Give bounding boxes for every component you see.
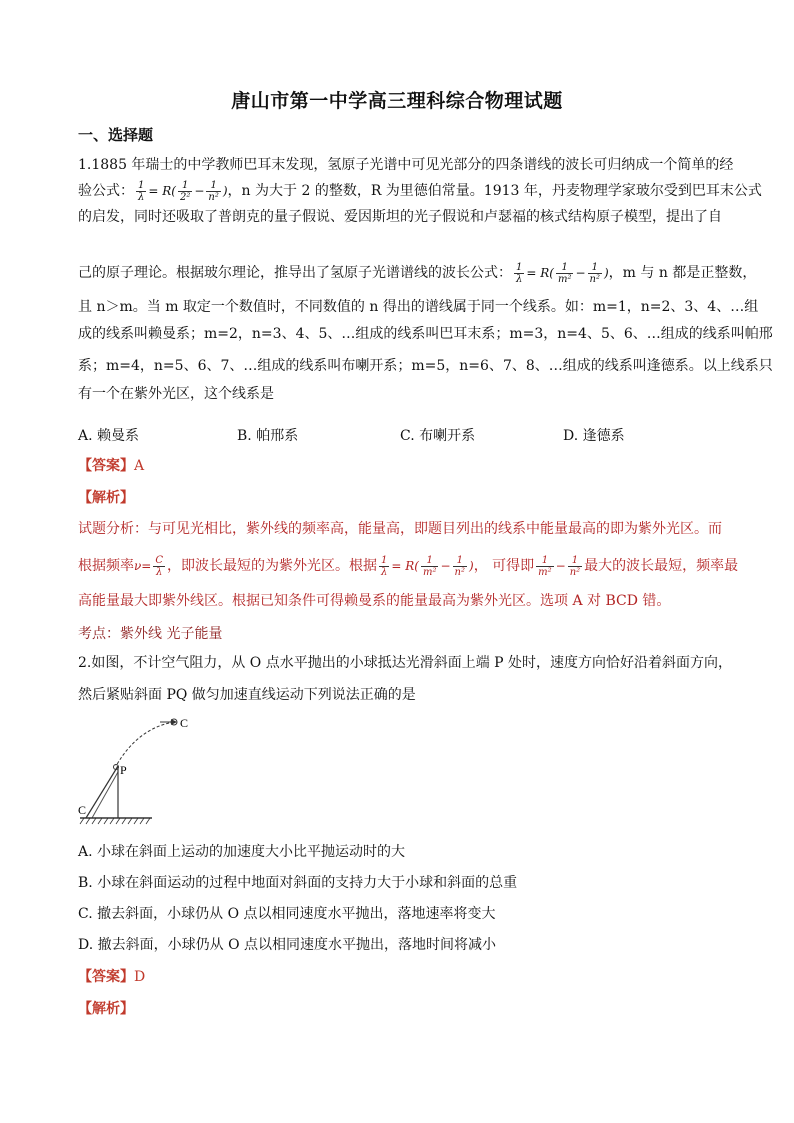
label-o: C	[180, 716, 189, 730]
q2-line-2: 然后紧贴斜面 PQ 做匀加速直线运动下列说法正确的是	[78, 687, 416, 703]
energy-term-formula: $\frac{1}{\text{m²}}$ − $\frac{1}{\text{n²}}$	[538, 555, 581, 578]
q2-answer-value: D	[134, 969, 146, 985]
q2-option-a: A. 小球在斜面上运动的加速度大小比平抛运动时的大	[78, 844, 406, 860]
q1-analysis-line-1: 试题分析：与可见光相比，紫外线的频率高，能量高，即题目列出的线系中能量最高的即为紫外光区。而	[78, 521, 722, 537]
q1-option-c: C. 布喇开系	[400, 428, 476, 444]
q1-line-2	[78, 180, 762, 203]
q1-analysis-2d: 最大的波长最短，频率最	[584, 558, 739, 574]
bohr-formula-2: $\frac{1}{\lambda}$ = R( $\frac{1}{\text{m²}}$ − $\frac{1}{\text{n²}}$ )	[381, 555, 474, 578]
q1-kaodian: 考点：紫外线 光子能量	[78, 626, 223, 642]
q1-analysis-line-3: 高能量最大即紫外线区。根据已知条件可得赖曼系的能量最高为紫外光区。选项 A 对 BCD 错。	[78, 593, 671, 609]
q2-answer	[78, 966, 145, 986]
q1-line-5: 且 n＞m。当 m 取定一个数值时，不同数值的 n 得出的谱线属于同一个线系。如：m=1，n=2、3、4、…组	[78, 299, 759, 315]
q2-option-d: D. 撤去斜面，小球仍从 O 点以相同速度水平抛出，落地时间将减小	[78, 937, 497, 953]
q1-line-3: 的启发，同时还吸取了普朗克的量子假说、爱因斯坦的光子假说和卢瑟福的核式结构原子模型，提出了自	[78, 209, 722, 225]
q1-answer-value: A	[134, 458, 145, 474]
q1-analysis-label: 【解析】	[78, 490, 134, 506]
incline-slope	[86, 766, 118, 818]
q1-option-b: B. 帕邢系	[237, 428, 299, 444]
incline-figure	[78, 708, 198, 832]
q1-line-4-start: 己的原子理论。根据玻尔理论，推导出了氢原子光谱谱线的波长公式：	[78, 265, 512, 281]
q2-line-1: 2.如图，不计空气阻力，从 O 点水平抛出的小球抵达光滑斜面上端 P 处时，速度方向恰好沿着斜面方向，	[78, 655, 733, 671]
q1-analysis-2a: 根据频率	[78, 558, 134, 574]
trajectory-curve	[116, 722, 174, 766]
section-heading: 一、选择题	[78, 126, 154, 144]
q2-option-b: B. 小球在斜面运动的过程中地面对斜面的支持力大于小球和斜面的总重	[78, 875, 518, 891]
page-title: 唐山市第一中学高三理科综合物理试题	[231, 90, 563, 112]
q1-line-4	[78, 262, 757, 285]
q1-answer	[78, 455, 144, 475]
q1-line-8: 有一个在紫外光区，这个线系是	[78, 386, 274, 402]
incline-slope-inner	[92, 772, 118, 818]
label-q: C	[78, 803, 87, 817]
q1-line-2-start: 验公式：	[78, 183, 134, 199]
q1-option-d: D. 逢德系	[563, 428, 625, 444]
q1-line-6: 成的线系叫赖曼系；m=2，n=3、4、5、…组成的线系叫巴耳末系；m=3，n=4、5、6、…组成的线系叫帕邢	[78, 326, 773, 342]
q1-line-4-end: ，m 与 n 都是正整数，	[608, 265, 757, 281]
q2-answer-label: 【答案】	[78, 969, 134, 985]
q1-line-2-end: ，n 为大于 2 的整数，R 为里德伯常量。1913 年，丹麦物理学家玻尔受到巴耳末公式	[227, 183, 762, 199]
q1-analysis-2b: ，即波长最短的为紫外光区。根据	[167, 558, 378, 574]
balmer-formula: $\frac{1}{\lambda}$ = R( $\frac{1}{\text{2²}}$ − $\frac{1}{\text{n²}}$ )	[138, 180, 228, 203]
q1-analysis-2c: ， 可得即	[473, 558, 535, 574]
q1-line-7: 系；m=4，n=5、6、7、…组成的线系叫布喇开系；m=5，n=6、7、8、…组成的线系叫逢德系。以上线系只	[78, 358, 773, 374]
frequency-formula: ν= $\frac{C}{\lambda}$	[134, 555, 164, 578]
q2-option-c: C. 撤去斜面，小球仍从 O 点以相同速度水平抛出，落地速率将变大	[78, 906, 496, 922]
bohr-formula: $\frac{1}{\lambda}$ = R( $\frac{1}{\text{m²}}$ − $\frac{1}{\text{n²}}$ )	[516, 262, 609, 285]
q1-answer-label: 【答案】	[78, 458, 134, 474]
q1-analysis-line-2	[78, 555, 739, 578]
label-p: P	[120, 763, 127, 777]
ground-hatching	[80, 818, 150, 824]
q2-analysis-label: 【解析】	[78, 1001, 134, 1017]
q1-option-a: A. 赖曼系	[78, 428, 140, 444]
q1-line-1: 1.1885 年瑞士的中学教师巴耳末发现，氢原子光谱中可见光部分的四条谱线的波长可归纳成一个简单的经	[78, 157, 734, 173]
